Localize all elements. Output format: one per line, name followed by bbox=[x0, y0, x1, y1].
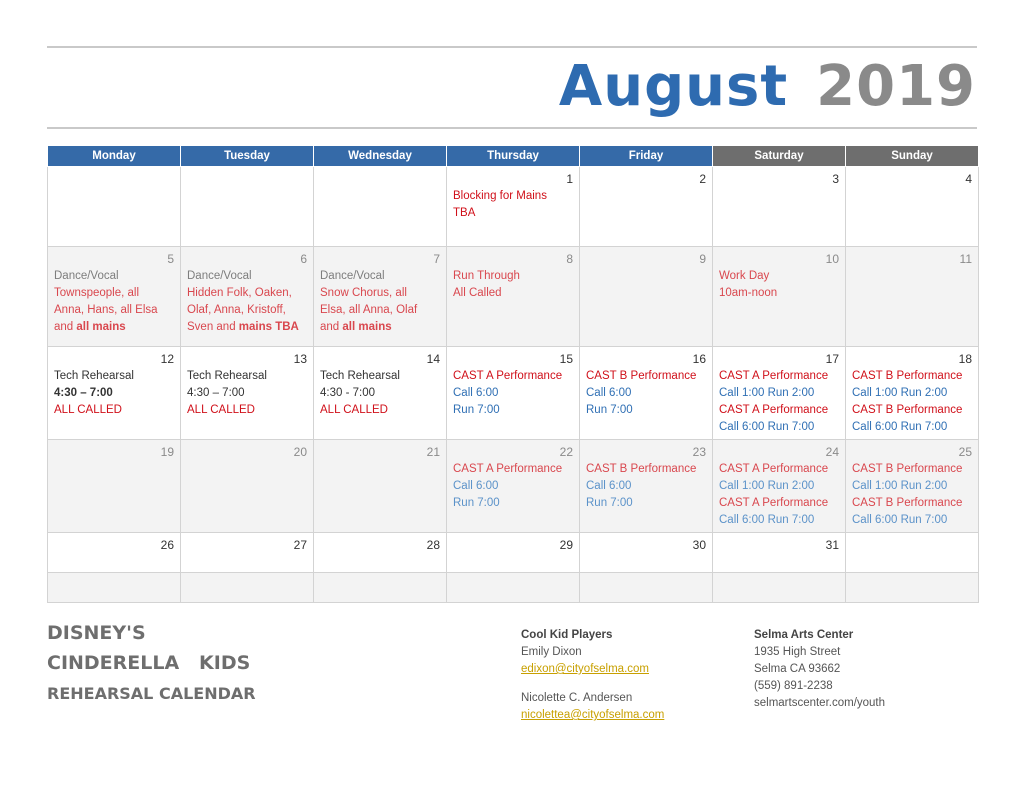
contact-name: Nicolette C. Andersen bbox=[521, 692, 633, 704]
event-line: Townspeople, all bbox=[54, 287, 140, 299]
show-title bbox=[47, 622, 256, 703]
day-cell-aug-21 bbox=[314, 440, 447, 533]
day-number: 21 bbox=[426, 445, 440, 459]
top-rule bbox=[47, 46, 977, 48]
event-time: Call 1:00 Run 2:00 bbox=[852, 480, 948, 492]
day-number: 3 bbox=[832, 172, 839, 186]
event-time: 4:30 – 7:00 bbox=[54, 387, 113, 399]
event-line bbox=[187, 319, 307, 336]
day-cell-aug-16 bbox=[580, 347, 713, 440]
day-cell-aug-19 bbox=[48, 440, 181, 533]
event-emphasis: mains TBA bbox=[238, 321, 299, 333]
venue-phone: (559) 891-2238 bbox=[754, 680, 833, 692]
venue-website: selmartscenter.com/youth bbox=[754, 697, 886, 709]
day-number: 18 bbox=[958, 352, 972, 366]
event-time: Call 6:00 Run 7:00 bbox=[852, 514, 948, 526]
event-emphasis: all mains bbox=[342, 321, 392, 333]
day-number: 28 bbox=[426, 538, 440, 552]
event-line: ALL CALLED bbox=[187, 404, 255, 416]
title-rule bbox=[47, 127, 977, 129]
day-number: 1 bbox=[566, 172, 573, 186]
day-number: 9 bbox=[699, 252, 706, 266]
contact-email-link[interactable]: edixon@cityofselma.com bbox=[521, 663, 649, 675]
event-line: TBA bbox=[453, 207, 476, 219]
day-cell-aug-12 bbox=[48, 347, 181, 440]
event-line: CAST B Performance bbox=[852, 463, 963, 475]
event-time: Run 7:00 bbox=[453, 404, 500, 416]
event-time: Run 7:00 bbox=[453, 497, 500, 509]
venue-info bbox=[754, 627, 885, 712]
event-text: and bbox=[54, 321, 77, 333]
day-cell-empty bbox=[314, 573, 447, 603]
event-time: Call 6:00 Run 7:00 bbox=[719, 421, 815, 433]
day-number: 27 bbox=[293, 538, 307, 552]
day-cell-aug-1 bbox=[447, 167, 580, 247]
event-line: CAST A Performance bbox=[453, 370, 563, 382]
day-number: 8 bbox=[566, 252, 573, 266]
day-number: 25 bbox=[958, 445, 972, 459]
day-number: 23 bbox=[692, 445, 706, 459]
week-row bbox=[48, 533, 979, 573]
weekday-saturday: Saturday bbox=[713, 146, 846, 167]
day-cell-aug-14 bbox=[314, 347, 447, 440]
day-cell-aug-13 bbox=[181, 347, 314, 440]
day-number: 22 bbox=[559, 445, 573, 459]
venue-city: Selma CA 93662 bbox=[754, 663, 841, 675]
day-cell-aug-22 bbox=[447, 440, 580, 533]
event-emphasis: all mains bbox=[76, 321, 126, 333]
day-cell-empty bbox=[580, 573, 713, 603]
event-type: Dance/Vocal bbox=[54, 270, 119, 282]
day-number: 16 bbox=[692, 352, 706, 366]
spacer bbox=[521, 678, 664, 690]
day-cell-aug-30 bbox=[580, 533, 713, 573]
event-line: Tech Rehearsal bbox=[320, 370, 400, 382]
event-time: Call 1:00 Run 2:00 bbox=[719, 387, 815, 399]
event-line: ALL CALLED bbox=[320, 404, 388, 416]
event-line: CAST A Performance bbox=[719, 404, 829, 416]
event-line: Snow Chorus, all bbox=[320, 287, 407, 299]
event-time: Call 6:00 bbox=[586, 387, 632, 399]
week-row bbox=[48, 347, 979, 440]
day-cell-aug-4 bbox=[846, 167, 979, 247]
day-cell-aug-7 bbox=[314, 247, 447, 347]
week-row bbox=[48, 167, 979, 247]
event-line: Blocking for Mains bbox=[453, 190, 547, 202]
event-line: CAST B Performance bbox=[586, 463, 697, 475]
day-number: 30 bbox=[692, 538, 706, 552]
day-number: 24 bbox=[825, 445, 839, 459]
event-line: ALL CALLED bbox=[54, 404, 122, 416]
month-title: August bbox=[558, 54, 789, 119]
event-line: CAST A Performance bbox=[719, 463, 829, 475]
calendar-title bbox=[559, 54, 976, 119]
event-time: 4:30 - 7:00 bbox=[320, 387, 375, 399]
day-number: 11 bbox=[959, 252, 972, 266]
event-line: CAST B Performance bbox=[852, 370, 963, 382]
weekday-friday: Friday bbox=[580, 146, 713, 167]
event-line: Anna, Hans, all Elsa bbox=[54, 304, 158, 316]
event-time: 4:30 – 7:00 bbox=[187, 387, 245, 399]
day-cell-aug-25 bbox=[846, 440, 979, 533]
weekday-monday: Monday bbox=[48, 146, 181, 167]
day-cell-empty bbox=[181, 573, 314, 603]
day-cell-aug-15 bbox=[447, 347, 580, 440]
contact-name: Emily Dixon bbox=[521, 646, 582, 658]
day-cell-aug-6 bbox=[181, 247, 314, 347]
day-cell-aug-18 bbox=[846, 347, 979, 440]
day-cell-aug-23 bbox=[580, 440, 713, 533]
venue-name: Selma Arts Center bbox=[754, 629, 854, 641]
event-line: Run Through bbox=[453, 270, 520, 282]
day-cell-aug-2 bbox=[580, 167, 713, 247]
day-number: 13 bbox=[293, 352, 307, 366]
day-number: 12 bbox=[160, 352, 174, 366]
day-number: 29 bbox=[559, 538, 573, 552]
show-title-line-1: DISNEY'S bbox=[47, 622, 146, 644]
event-line: Elsa, all Anna, Olaf bbox=[320, 304, 418, 316]
event-line: Olaf, Anna, Kristoff, bbox=[187, 304, 286, 316]
event-time: Run 7:00 bbox=[586, 404, 633, 416]
day-number: 10 bbox=[825, 252, 839, 266]
event-text: and bbox=[320, 321, 343, 333]
event-time: Call 1:00 Run 2:00 bbox=[852, 387, 948, 399]
event-line: Tech Rehearsal bbox=[187, 370, 267, 382]
year-title: 2019 bbox=[816, 54, 976, 119]
weekday-thursday: Thursday bbox=[447, 146, 580, 167]
show-subtitle: REHEARSAL CALENDAR bbox=[47, 684, 256, 703]
day-number: 19 bbox=[160, 445, 174, 459]
event-time: Call 6:00 bbox=[453, 480, 499, 492]
day-number: 20 bbox=[293, 445, 307, 459]
event-line: CAST B Performance bbox=[852, 497, 963, 509]
event-type: Dance/Vocal bbox=[320, 270, 385, 282]
weekday-tuesday: Tuesday bbox=[181, 146, 314, 167]
event-time: Call 6:00 bbox=[453, 387, 499, 399]
event-time: Call 6:00 Run 7:00 bbox=[852, 421, 948, 433]
event-line: Work Day bbox=[719, 270, 770, 282]
event-text: Sven and bbox=[187, 321, 239, 333]
day-cell-aug-5 bbox=[48, 247, 181, 347]
day-cell-empty bbox=[713, 573, 846, 603]
day-number: 31 bbox=[825, 538, 839, 552]
event-line: CAST A Performance bbox=[719, 370, 829, 382]
group-contacts bbox=[521, 627, 664, 724]
venue-street: 1935 High Street bbox=[754, 646, 841, 658]
event-line: CAST A Performance bbox=[453, 463, 563, 475]
weekday-header bbox=[48, 146, 979, 167]
event-line: 10am-noon bbox=[719, 287, 778, 299]
calendar-grid bbox=[47, 145, 979, 603]
day-cell-aug-28 bbox=[314, 533, 447, 573]
day-number: 14 bbox=[426, 352, 440, 366]
day-number: 4 bbox=[965, 172, 972, 186]
day-cell-empty bbox=[846, 573, 979, 603]
day-number: 7 bbox=[433, 252, 440, 266]
day-cell-aug-8 bbox=[447, 247, 580, 347]
day-number: 5 bbox=[167, 252, 174, 266]
day-cell-aug-17 bbox=[713, 347, 846, 440]
day-number: 26 bbox=[160, 538, 174, 552]
day-number: 2 bbox=[699, 172, 706, 186]
event-time: Call 6:00 Run 7:00 bbox=[719, 514, 815, 526]
event-line: Hidden Folk, Oaken, bbox=[187, 287, 292, 299]
week-row bbox=[48, 440, 979, 533]
day-cell-empty bbox=[314, 167, 447, 247]
event-type: Dance/Vocal bbox=[187, 270, 252, 282]
day-cell-aug-20 bbox=[181, 440, 314, 533]
day-cell-aug-26 bbox=[48, 533, 181, 573]
day-cell-empty bbox=[181, 167, 314, 247]
contact-email-link[interactable]: nicolettea@cityofselma.com bbox=[521, 709, 665, 721]
event-line bbox=[320, 319, 440, 336]
event-time: Run 7:00 bbox=[586, 497, 633, 509]
weekday-sunday: Sunday bbox=[846, 146, 979, 167]
group-name: Cool Kid Players bbox=[521, 629, 613, 641]
day-cell-aug-31 bbox=[713, 533, 846, 573]
week-row bbox=[48, 573, 979, 603]
day-number: 17 bbox=[825, 352, 839, 366]
show-title-line-2: CINDERELLA KIDS bbox=[47, 652, 251, 674]
weekday-wednesday: Wednesday bbox=[314, 146, 447, 167]
event-line: All Called bbox=[453, 287, 502, 299]
event-time: Call 1:00 Run 2:00 bbox=[719, 480, 815, 492]
week-row bbox=[48, 247, 979, 347]
day-cell-empty bbox=[48, 573, 181, 603]
day-number: 6 bbox=[300, 252, 307, 266]
event-line: Tech Rehearsal bbox=[54, 370, 134, 382]
event-line: CAST B Performance bbox=[586, 370, 697, 382]
event-line bbox=[54, 319, 174, 336]
day-cell-empty bbox=[447, 573, 580, 603]
day-cell-aug-9 bbox=[580, 247, 713, 347]
day-cell-aug-29 bbox=[447, 533, 580, 573]
day-cell-aug-27 bbox=[181, 533, 314, 573]
day-cell-empty bbox=[48, 167, 181, 247]
event-time: Call 6:00 bbox=[586, 480, 632, 492]
day-cell-aug-10 bbox=[713, 247, 846, 347]
day-cell-aug-11 bbox=[846, 247, 979, 347]
day-cell-aug-24 bbox=[713, 440, 846, 533]
day-number: 15 bbox=[559, 352, 573, 366]
day-cell-aug-3 bbox=[713, 167, 846, 247]
event-line: CAST B Performance bbox=[852, 404, 963, 416]
event-line: CAST A Performance bbox=[719, 497, 829, 509]
day-cell-empty bbox=[846, 533, 979, 573]
